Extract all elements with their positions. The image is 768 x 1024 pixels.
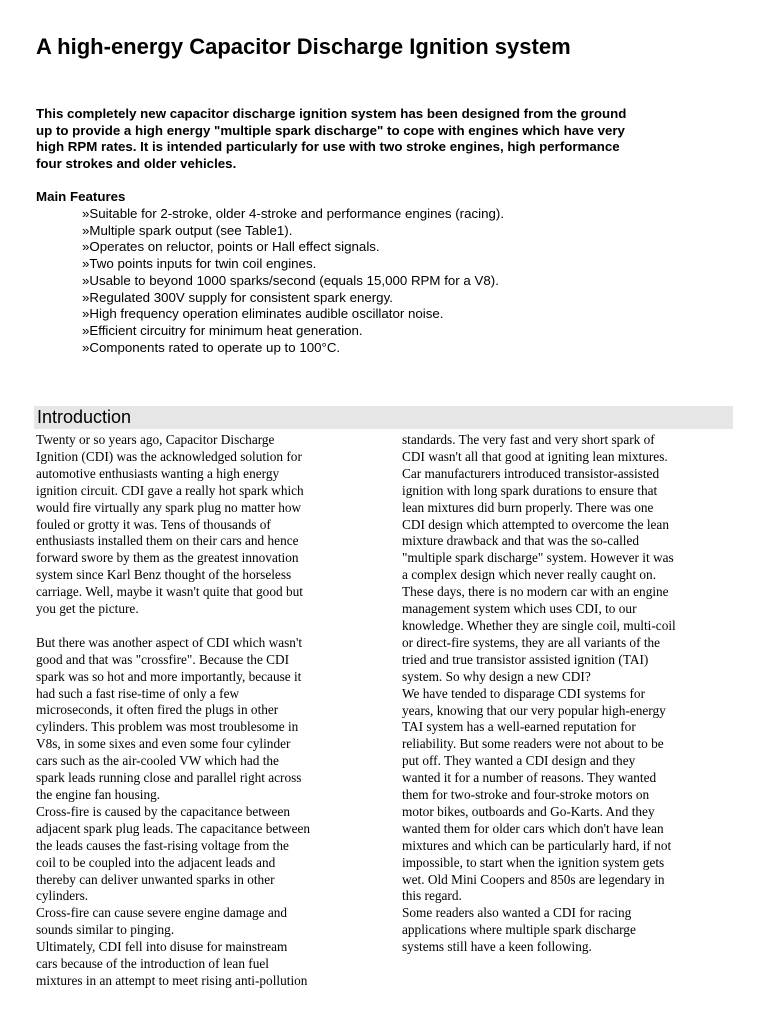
page-title: A high-energy Capacitor Discharge Ignition system (36, 34, 571, 59)
feature-item: »Operates on reluctor, points or Hall effect signals. (82, 239, 380, 255)
feature-item: »Efficient circuitry for minimum heat generation. (82, 322, 363, 338)
feature-item: »Usable to beyond 1000 sparks/second (equals 15,000 RPM for a V8). (82, 272, 499, 288)
body-line: you get the picture. (36, 601, 139, 617)
body-line: systems still have a keen following. (402, 939, 592, 955)
body-line: reliability. But some readers were not about to be (402, 736, 664, 752)
body-line: system since Karl Benz thought of the horseless (36, 567, 292, 583)
feature-item: »High frequency operation eliminates audible oscillator noise. (82, 306, 444, 322)
body-line: years, knowing that our very popular high-energy (402, 702, 666, 718)
body-line: cars such as the air-cooled VW which had the (36, 753, 279, 769)
body-line: adjacent spark plug leads. The capacitance between (36, 820, 311, 836)
body-line: this regard. (402, 888, 462, 904)
body-line: thereby can deliver unwanted sparks in other (36, 871, 275, 887)
body-line: motor bikes, outboards and Go-Karts. And they (402, 803, 655, 819)
body-line: But there was another aspect of CDI which wasn't (36, 634, 303, 650)
intro-line: This completely new capacitor discharge ignition system has been designed from the ground (36, 106, 627, 121)
right-column (402, 432, 732, 956)
section-header-bar (34, 406, 733, 429)
body-line: "multiple spark discharge" system. However it was (402, 550, 674, 566)
body-line: knowledge. Whether they are single coil, multi-coil (402, 617, 676, 633)
body-line: mixtures in an attempt to meet rising anti-pollution (36, 972, 308, 988)
body-line: Twenty or so years ago, Capacitor Discharge (36, 432, 275, 447)
body-line: cars because of the introduction of lean fuel (36, 956, 269, 972)
intro-paragraph (36, 106, 736, 173)
body-line: spark was so hot and more importantly, because it (36, 668, 302, 684)
body-line: wanted them for older cars which don't have lean (402, 820, 664, 836)
feature-item: »Multiple spark output (see Table1). (82, 222, 293, 238)
body-line: Cross-fire can cause severe engine damage and (36, 905, 288, 921)
body-line: sounds similar to pinging. (36, 922, 175, 938)
body-line: ignition with long spark durations to ensure that (402, 482, 658, 498)
body-line: forward swore by them as the greatest innovation (36, 550, 299, 566)
section-title: Introduction (37, 407, 132, 427)
body-line: These days, there is no modern car with an engine (402, 584, 669, 600)
body-line: Cross-fire is caused by the capacitance between (36, 803, 291, 819)
body-line: CDI design which attempted to overcome the lean (402, 516, 669, 532)
body-line: automotive enthusiasts wanting a high energy (36, 465, 280, 481)
body-line: V8s, in some sixes and even some four cylinder (36, 736, 291, 752)
body-line: carriage. Well, maybe it wasn't quite that good but (36, 584, 303, 600)
body-line: We have tended to disparage CDI systems for (402, 685, 646, 701)
body-line: CDI wasn't all that good at igniting lean mixtures. (402, 448, 668, 464)
features-heading: Main Features (36, 189, 126, 204)
feature-item: »Two points inputs for twin coil engines. (82, 256, 317, 272)
body-line: would fire virtually any spark plug no matter how (36, 499, 302, 515)
body-line: mixtures and which can be particularly hard, if not (402, 837, 672, 853)
left-column (36, 432, 366, 990)
body-line: or direct-fire systems, they are all variants of the (402, 634, 661, 650)
body-line: a complex design which never really caught on. (402, 567, 657, 583)
body-line: the engine fan housing. (36, 787, 161, 803)
intro-line: up to provide a high energy "multiple spark discharge" to cope with engines which have very (36, 122, 625, 138)
body-line: cylinders. (36, 888, 89, 904)
body-line: them for two-stroke and four-stroke motors on (402, 787, 650, 803)
body-line: Some readers also wanted a CDI for racing (402, 905, 632, 921)
feature-item: »Regulated 300V supply for consistent spark energy. (82, 289, 393, 305)
body-line: Ignition (CDI) was the acknowledged solution for (36, 448, 302, 464)
body-line: wanted it for a number of reasons. They wanted (402, 770, 657, 786)
body-line: fouled or grotty it was. Tens of thousands of (36, 516, 271, 532)
body-line: management system which uses CDI, to our (402, 601, 637, 617)
feature-item: »Suitable for 2-stroke, older 4-stroke and performance engines (racing). (82, 206, 505, 221)
body-line: put off. They wanted a CDI design and they (402, 753, 636, 769)
body-line: system. So why design a new CDI? (402, 668, 591, 684)
body-line: standards. The very fast and very short spark of (402, 432, 655, 447)
body-line: microseconds, it often fired the plugs in other (36, 702, 279, 718)
body-line: mixture drawback and that was the so-called (402, 533, 640, 549)
body-line: tried and true transistor assisted ignition (TAI) (402, 651, 649, 667)
body-line: the leads causes the fast-rising voltage from the (36, 837, 289, 853)
body-line: good and that was "crossfire". Because the CDI (36, 651, 290, 667)
intro-line: high RPM rates. It is intended particularly for use with two stroke engines, high performance (36, 139, 620, 155)
body-line: wet. Old Mini Coopers and 850s are legendary in (402, 871, 665, 887)
body-line: spark leads running close and parallel right across (36, 770, 302, 786)
body-line: coil to be coupled into the adjacent leads and (36, 854, 276, 870)
body-line: impossible, to start when the ignition system gets (402, 854, 665, 870)
body-line: enthusiasts installed them on their cars and hence (36, 533, 299, 549)
body-line: TAI system has a well-earned reputation for (402, 719, 636, 735)
body-line: Ultimately, CDI fell into disuse for mainstream (36, 939, 288, 955)
feature-item: »Components rated to operate up to 100°C. (82, 339, 341, 355)
features-list (82, 206, 504, 356)
body-line: cylinders. This problem was most troublesome in (36, 719, 299, 735)
paragraph-gap (36, 618, 366, 635)
body-line: applications where multiple spark discharge (402, 922, 636, 938)
intro-line: four strokes and older vehicles. (36, 156, 237, 172)
body-line: ignition circuit. CDI gave a really hot spark which (36, 482, 304, 498)
body-line: Car manufacturers introduced transistor-assisted (402, 465, 660, 481)
body-line: had such a fast rise-time of only a few (36, 685, 240, 701)
body-line: lean mixtures did burn properly. There was one (402, 499, 654, 515)
